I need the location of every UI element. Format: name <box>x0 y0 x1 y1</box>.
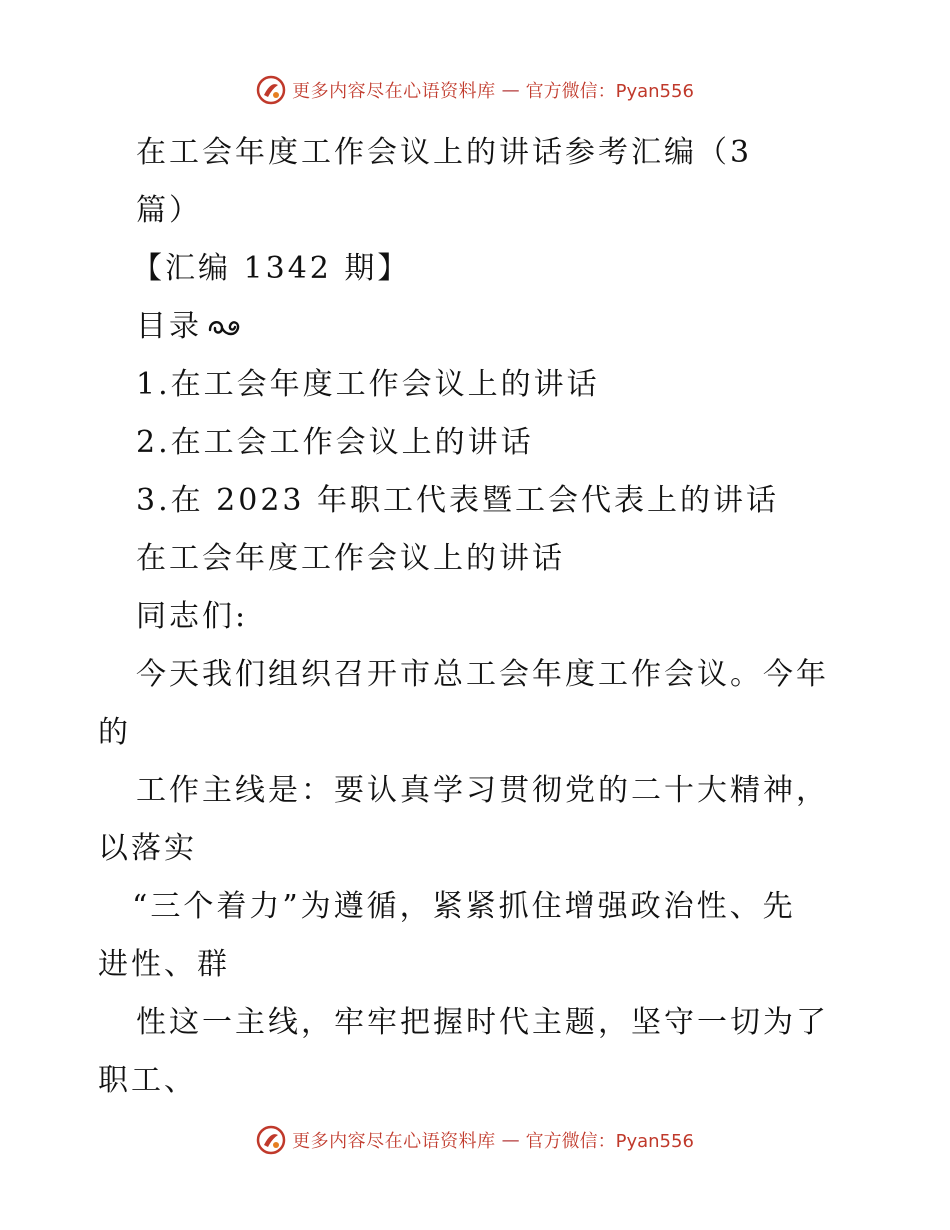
toc-heading <box>98 298 858 356</box>
logo-icon <box>256 75 286 105</box>
toc-label: 目录 <box>136 309 202 344</box>
watermark-contact: 官方微信：Pyan556 <box>525 1131 694 1152</box>
section-title: 在工会年度工作会议上的讲话 <box>136 541 565 576</box>
logo-icon <box>256 1125 286 1155</box>
watermark-text: 更多内容尽在心语资料库 <box>292 81 496 102</box>
toc-item-2: 2.在工会工作会议上的讲话 <box>136 425 534 460</box>
body-line-1: 今天我们组织召开市总工会年度工作会议。今年 <box>136 657 829 692</box>
toc-item-1: 1.在工会年度工作会议上的讲话 <box>136 367 600 402</box>
watermark-separator: — <box>501 79 520 101</box>
footer-watermark <box>0 1122 950 1158</box>
body-line-6: 进性、群 <box>98 947 230 982</box>
watermark-text: 更多内容尽在心语资料库 <box>292 1131 496 1152</box>
body-line-5: “三个着力”为遵循，紧紧抓住增强政治性、先 <box>132 889 796 924</box>
body-line-3: 工作主线是：要认真学习贯彻党的二十大精神， <box>136 773 829 808</box>
body-line-2: 的 <box>98 715 131 750</box>
body-line-4: 以落实 <box>98 831 197 866</box>
header-watermark <box>0 72 950 108</box>
swirl-ornament-icon <box>206 314 244 340</box>
document-title-line-1: 在工会年度工作会议上的讲话参考汇编（3 <box>136 135 753 170</box>
document-title-line-2: 篇） <box>136 193 202 228</box>
issue-label: 【汇编 1342 期】 <box>132 251 411 286</box>
body-line-8: 职工、 <box>98 1063 197 1098</box>
toc-item-3: 3.在 2023 年职工代表暨工会代表上的讲话 <box>136 483 780 518</box>
watermark-separator: — <box>501 1129 520 1151</box>
document-body <box>98 124 858 1110</box>
greeting: 同志们: <box>136 599 249 634</box>
body-line-7: 性这一主线，牢牢把握时代主题，坚守一切为了 <box>136 1005 829 1040</box>
watermark-contact: 官方微信：Pyan556 <box>525 81 694 102</box>
